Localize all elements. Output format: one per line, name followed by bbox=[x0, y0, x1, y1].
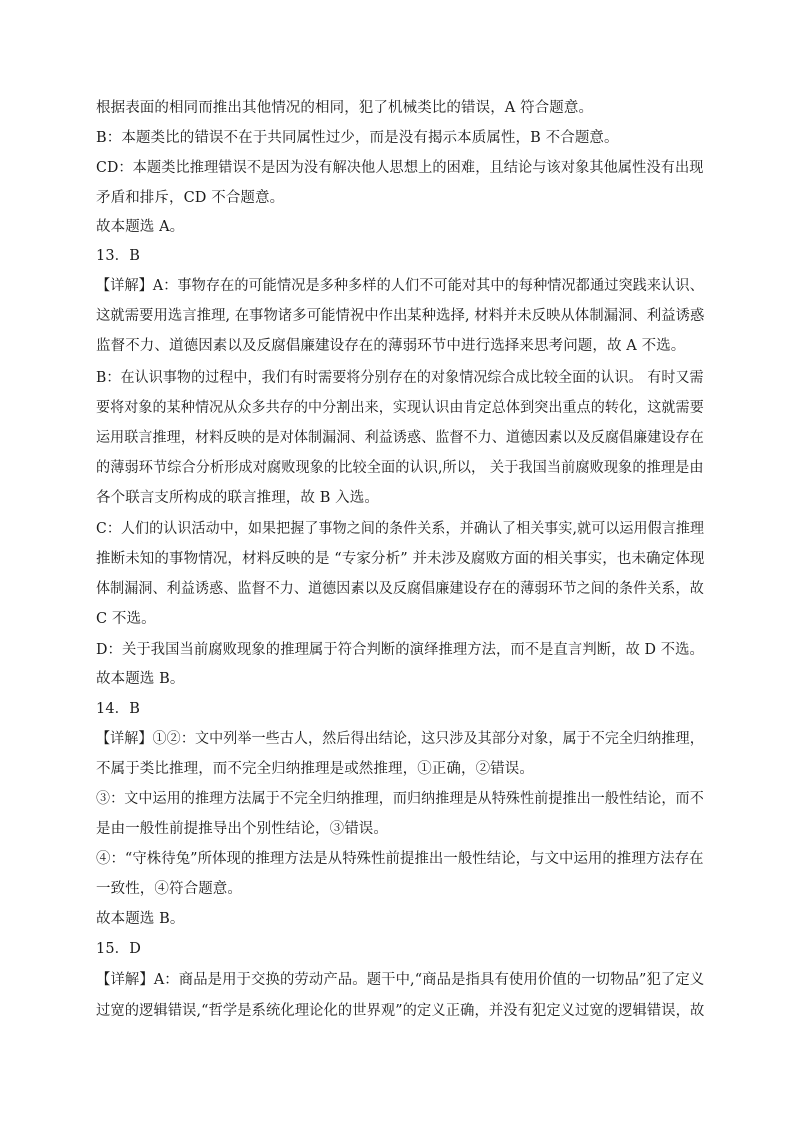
text-line: 根据表面的相同而推出其他情况的相同，犯了机械类比的错误，A 符合题意。 bbox=[96, 100, 594, 116]
text-line: 要将对象的某种情况从众多共存的中分割出来，实现认识由肯定总体到突出重点的转化，这就需要 bbox=[96, 400, 704, 416]
text-line: 【详解】①②：文中列举一些古人，然后得出结论，这只涉及其部分对象，属于不完全归纳推理， bbox=[96, 731, 704, 747]
text-line: B：本题类比的错误不在于共同属性过少，而是没有揭示本质属性，B 不合题意。 bbox=[96, 130, 619, 146]
text-line: 一致性，④符合题意。 bbox=[96, 881, 242, 897]
text-line: 矛盾和排斥，CD 不合题意。 bbox=[96, 190, 285, 206]
text-line: 过宽的逻辑错误,“哲学是系统化理论化的世界观”的定义正确，并没有犯定义过宽的逻辑错误，故 bbox=[96, 1003, 705, 1019]
text-line: 体制漏洞、利益诱惑、监督不力、道德因素以及反腐倡廉建设存在的薄弱环节之间的条件关系，故 bbox=[96, 581, 704, 597]
text-line: 故本题选 B。 bbox=[96, 911, 185, 927]
text-line: 【详解】A：商品是用于交换的劳动产品。题干中,“商品是指具有使用价值的一切物品”犯了定义 bbox=[96, 972, 705, 988]
text-line: 运用联言推理，材料反映的是对体制漏洞、利益诱惑、监督不力、道德因素以及反腐倡廉建设存在 bbox=[96, 430, 704, 446]
text-line: CD：本题类比推理错误不是因为没有解决他人思想上的困难，且结论与该对象其他属性没有出现 bbox=[96, 160, 704, 176]
text-line: D：关于我国当前腐败现象的推理属于符合判断的演绎推理方法，而不是直言判断，故 D 不选。 bbox=[96, 642, 704, 658]
text-line: C 不选。 bbox=[96, 611, 156, 627]
text-line: 不属于类比推理，而不完全归纳推理是或然推理，①正确，②错误。 bbox=[96, 761, 534, 777]
question-number: 15．D bbox=[96, 941, 141, 957]
text-line: B：在认识事物的过程中，我们有时需要将分别存在的对象情况综合成比较全面的认识。 有时又需 bbox=[96, 370, 704, 386]
text-line: 故本题选 B。 bbox=[96, 671, 185, 687]
text-line: 故本题选 A。 bbox=[96, 219, 185, 235]
text-line: 【详解】A：事物存在的可能情况是多种多样的人们不可能对其中的每种情况都通过突践来认识、 bbox=[96, 278, 704, 294]
text-line: 的薄弱环节综合分析形成对腐败现象的比较全面的认识,所以， 关于我国当前腐败现象的推理是由 bbox=[96, 460, 704, 476]
text-line: 各个联言支所构成的联言推理，故 B 入选。 bbox=[96, 490, 379, 506]
question-number: 14．B bbox=[96, 701, 141, 717]
text-line: 这就需要用选言推理, 在事物诸多可能情祝中作出某种选择, 材料并未反映从体制漏洞、利益诱惑 bbox=[96, 308, 705, 324]
text-line: ④：“守株待兔”所体现的推理方法是从特殊性前提推出一般性结论，与文中运用的推理方法存在 bbox=[96, 851, 704, 867]
text-line: ③：文中运用的推理方法属于不完全归纳推理，而归纳推理是从特殊性前提推出一般性结论，而不 bbox=[96, 791, 704, 807]
text-line: 监督不力、道德因素以及反腐倡廉建设存在的薄弱环节中进行选择来思考问题，故 A 不选。 bbox=[96, 338, 686, 354]
text-line: C：人们的认识活动中，如果把握了事物之间的条件关系，并确认了相关事实,就可以运用假言推理 bbox=[96, 521, 705, 537]
text-line: 是由一般性前提推导出个别性结论，③错误。 bbox=[96, 821, 388, 837]
text-line: 推断未知的事物情况，材料反映的是 “专家分析” 并未涉及腐败方面的相关事实，也未确定体现 bbox=[96, 551, 705, 567]
question-number: 13．B bbox=[96, 248, 141, 264]
